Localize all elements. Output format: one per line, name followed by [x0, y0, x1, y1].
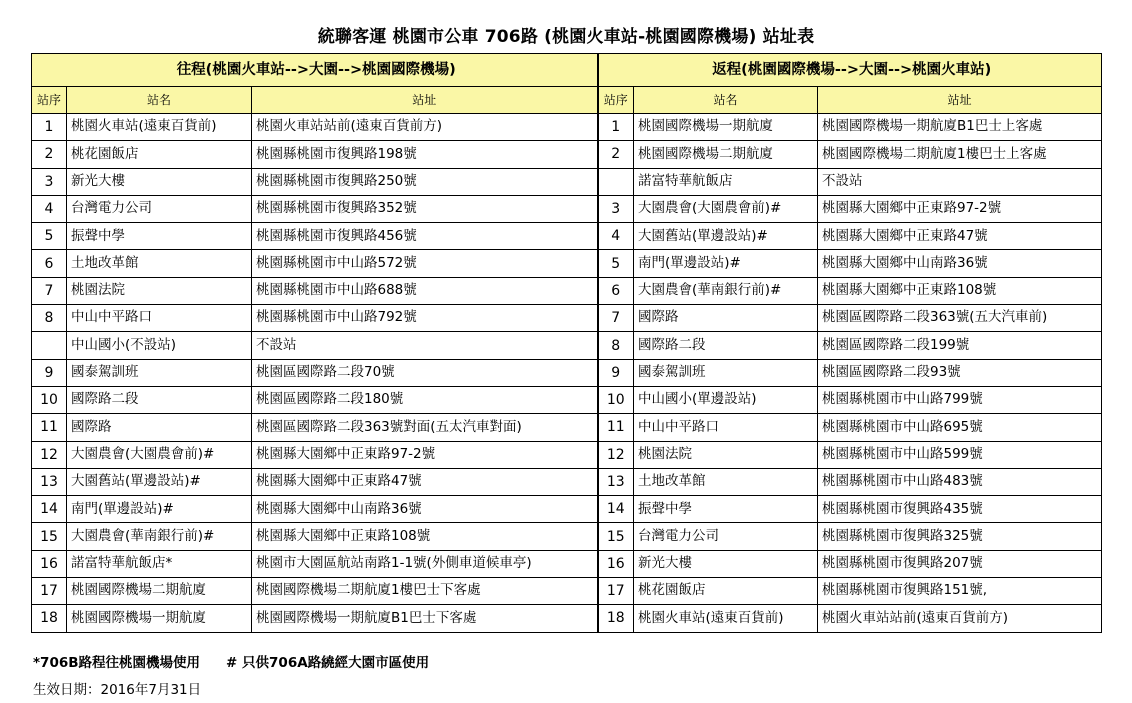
outbound-stop-name: 桃園法院	[67, 277, 252, 304]
outbound-stop-header: 站名	[67, 87, 252, 114]
inbound-stop-address: 桃園國際機場二期航廈1樓巴士上客處	[818, 141, 1102, 168]
outbound-stop-name: 桃園火車站(遠東百貨前)	[67, 114, 252, 141]
inbound-seq: 2	[598, 141, 634, 168]
table-row	[32, 523, 1102, 550]
inbound-seq: 14	[598, 496, 634, 523]
table-row	[32, 441, 1102, 468]
table-row	[32, 468, 1102, 495]
inbound-stop-address: 桃園區國際路二段363號(五大汽車前)	[818, 305, 1102, 332]
outbound-stop-address: 桃園縣桃園市復興路198號	[252, 141, 598, 168]
inbound-stop-address: 桃園縣大園鄉中山南路36號	[818, 250, 1102, 277]
inbound-address-header: 站址	[818, 87, 1102, 114]
inbound-stop-address: 桃園縣桃園市中山路483號	[818, 468, 1102, 495]
inbound-stop-address: 桃園火車站站前(遠東百貨前方)	[818, 605, 1102, 632]
outbound-stop-address: 桃園區國際路二段180號	[252, 386, 598, 413]
inbound-stop-name: 桃園法院	[634, 441, 818, 468]
note-706a: # 只供706A路繞經大園市區使用	[226, 655, 430, 671]
outbound-seq: 4	[32, 195, 67, 222]
inbound-seq: 10	[598, 386, 634, 413]
inbound-seq: 13	[598, 468, 634, 495]
table-row	[32, 168, 1102, 195]
table-row	[32, 496, 1102, 523]
outbound-seq: 12	[32, 441, 67, 468]
inbound-stop-name: 大園農會(華南銀行前)#	[634, 277, 818, 304]
inbound-seq	[598, 168, 634, 195]
inbound-stop-address: 桃園縣桃園市中山路695號	[818, 414, 1102, 441]
direction-header-row	[32, 54, 1102, 87]
inbound-seq: 5	[598, 250, 634, 277]
outbound-seq: 17	[32, 578, 67, 605]
outbound-stop-name: 中山國小(不設站)	[67, 332, 252, 359]
outbound-stop-name: 新光大樓	[67, 168, 252, 195]
inbound-stop-address: 桃園縣大園鄉中正東路97-2號	[818, 195, 1102, 222]
outbound-stop-address: 桃園火車站站前(遠東百貨前方)	[252, 114, 598, 141]
outbound-stop-name: 中山中平路口	[67, 305, 252, 332]
table-row	[32, 550, 1102, 577]
note-706b: *706B路程往桃園機場使用	[33, 655, 201, 671]
outbound-stop-name: 桃園國際機場二期航廈	[67, 578, 252, 605]
inbound-stop-name: 中山國小(單邊設站)	[634, 386, 818, 413]
inbound-stop-name: 桃花園飯店	[634, 578, 818, 605]
inbound-seq: 1	[598, 114, 634, 141]
page-title: 統聯客運 桃園市公車 706路 (桃園火車站-桃園國際機場) 站址表	[317, 27, 815, 47]
table-row	[32, 386, 1102, 413]
outbound-stop-address: 桃園縣桃園市中山路792號	[252, 305, 598, 332]
outbound-stop-name: 國際路二段	[67, 386, 252, 413]
outbound-seq: 9	[32, 359, 67, 386]
outbound-stop-address: 桃園縣桃園市中山路572號	[252, 250, 598, 277]
outbound-stop-name: 大園舊站(單邊設站)#	[67, 468, 252, 495]
inbound-stop-name: 南門(單邊設站)#	[634, 250, 818, 277]
outbound-seq: 13	[32, 468, 67, 495]
outbound-stop-name: 大園農會(華南銀行前)#	[67, 523, 252, 550]
inbound-stop-name: 諾富特華航飯店	[634, 168, 818, 195]
footnotes	[33, 651, 429, 671]
inbound-stop-name: 振聲中學	[634, 496, 818, 523]
outbound-address-header: 站址	[252, 87, 598, 114]
outbound-seq: 1	[32, 114, 67, 141]
outbound-seq: 8	[32, 305, 67, 332]
outbound-seq: 14	[32, 496, 67, 523]
inbound-seq: 17	[598, 578, 634, 605]
inbound-header: 返程(桃園國際機場-->大園-->桃園火車站)	[598, 54, 1102, 87]
outbound-stop-address: 桃園區國際路二段70號	[252, 359, 598, 386]
table-row	[32, 359, 1102, 386]
inbound-stop-name: 土地改革館	[634, 468, 818, 495]
table-row	[32, 305, 1102, 332]
outbound-stop-name: 台灣電力公司	[67, 195, 252, 222]
outbound-seq: 7	[32, 277, 67, 304]
inbound-stop-address: 桃園縣桃園市復興路207號	[818, 550, 1102, 577]
table-row	[32, 332, 1102, 359]
outbound-seq: 18	[32, 605, 67, 632]
inbound-stop-name: 國際路二段	[634, 332, 818, 359]
table-row	[32, 277, 1102, 304]
inbound-stop-name: 桃園國際機場一期航廈	[634, 114, 818, 141]
outbound-seq: 5	[32, 223, 67, 250]
outbound-stop-name: 桃園國際機場一期航廈	[67, 605, 252, 632]
outbound-stop-address: 桃園縣桃園市復興路250號	[252, 168, 598, 195]
outbound-stop-address: 桃園國際機場一期航廈B1巴士下客處	[252, 605, 598, 632]
outbound-seq-header: 站序	[32, 87, 67, 114]
table-row	[32, 141, 1102, 168]
inbound-stop-header: 站名	[634, 87, 818, 114]
table-row	[32, 223, 1102, 250]
outbound-seq: 15	[32, 523, 67, 550]
outbound-stop-address: 桃園縣大園鄉中正東路108號	[252, 523, 598, 550]
outbound-stop-address: 桃園國際機場二期航廈1樓巴士下客處	[252, 578, 598, 605]
inbound-stop-name: 大園農會(大園農會前)#	[634, 195, 818, 222]
outbound-stop-name: 南門(單邊設站)#	[67, 496, 252, 523]
outbound-stop-name: 大園農會(大園農會前)#	[67, 441, 252, 468]
outbound-stop-name: 國泰駕訓班	[67, 359, 252, 386]
table-row	[32, 578, 1102, 605]
inbound-stop-address: 桃園縣桃園市復興路325號	[818, 523, 1102, 550]
outbound-stop-address: 桃園縣大園鄉中正東路47號	[252, 468, 598, 495]
inbound-stop-address: 不設站	[818, 168, 1102, 195]
inbound-seq: 15	[598, 523, 634, 550]
inbound-stop-address: 桃園區國際路二段93號	[818, 359, 1102, 386]
outbound-stop-address: 桃園縣大園鄉中山南路36號	[252, 496, 598, 523]
column-header-row	[32, 87, 1102, 114]
inbound-stop-name: 中山中平路口	[634, 414, 818, 441]
inbound-seq: 8	[598, 332, 634, 359]
inbound-seq: 12	[598, 441, 634, 468]
outbound-seq: 16	[32, 550, 67, 577]
inbound-seq: 18	[598, 605, 634, 632]
inbound-stop-name: 桃園火車站(遠東百貨前)	[634, 605, 818, 632]
stop-table	[31, 53, 1102, 633]
outbound-seq: 11	[32, 414, 67, 441]
outbound-stop-name: 振聲中學	[67, 223, 252, 250]
inbound-stop-name: 新光大樓	[634, 550, 818, 577]
inbound-seq: 16	[598, 550, 634, 577]
outbound-seq: 2	[32, 141, 67, 168]
inbound-stop-address: 桃園縣桃園市中山路599號	[818, 441, 1102, 468]
outbound-seq: 10	[32, 386, 67, 413]
inbound-stop-address: 桃園縣桃園市復興路435號	[818, 496, 1102, 523]
inbound-stop-name: 國泰駕訓班	[634, 359, 818, 386]
table-row	[32, 250, 1102, 277]
outbound-stop-address: 桃園市大園區航站南路1-1號(外側車道候車亭)	[252, 550, 598, 577]
table-row	[32, 414, 1102, 441]
inbound-seq: 4	[598, 223, 634, 250]
inbound-stop-address: 桃園縣桃園市中山路799號	[818, 386, 1102, 413]
table-row	[32, 195, 1102, 222]
table-row	[32, 605, 1102, 632]
inbound-stop-address: 桃園區國際路二段199號	[818, 332, 1102, 359]
inbound-stop-name: 台灣電力公司	[634, 523, 818, 550]
inbound-seq-header: 站序	[598, 87, 634, 114]
inbound-seq: 9	[598, 359, 634, 386]
outbound-seq: 3	[32, 168, 67, 195]
inbound-stop-name: 國際路	[634, 305, 818, 332]
inbound-stop-address: 桃園縣大園鄉中正東路108號	[818, 277, 1102, 304]
inbound-stop-address: 桃園縣桃園市復興路151號,	[818, 578, 1102, 605]
inbound-seq: 3	[598, 195, 634, 222]
outbound-seq: 6	[32, 250, 67, 277]
inbound-seq: 6	[598, 277, 634, 304]
table-row	[32, 114, 1102, 141]
inbound-seq: 7	[598, 305, 634, 332]
outbound-stop-name: 諾富特華航飯店*	[67, 550, 252, 577]
outbound-stop-address: 桃園縣桃園市復興路456號	[252, 223, 598, 250]
outbound-stop-address: 桃園縣桃園市中山路688號	[252, 277, 598, 304]
outbound-stop-address: 桃園縣桃園市復興路352號	[252, 195, 598, 222]
inbound-stop-address: 桃園國際機場一期航廈B1巴士上客處	[818, 114, 1102, 141]
inbound-seq: 11	[598, 414, 634, 441]
outbound-seq	[32, 332, 67, 359]
inbound-stop-address: 桃園縣大園鄉中正東路47號	[818, 223, 1102, 250]
inbound-stop-name: 桃園國際機場二期航廈	[634, 141, 818, 168]
outbound-stop-name: 國際路	[67, 414, 252, 441]
outbound-stop-name: 土地改革館	[67, 250, 252, 277]
outbound-stop-address: 桃園縣大園鄉中正東路97-2號	[252, 441, 598, 468]
outbound-header: 往程(桃園火車站-->大園-->桃園國際機場)	[32, 54, 598, 87]
outbound-stop-name: 桃花園飯店	[67, 141, 252, 168]
outbound-stop-address: 不設站	[252, 332, 598, 359]
outbound-stop-address: 桃園區國際路二段363號對面(五太汽車對面)	[252, 414, 598, 441]
inbound-stop-name: 大園舊站(單邊設站)#	[634, 223, 818, 250]
effective-date: 生效日期：2016年7月31日	[33, 682, 202, 698]
